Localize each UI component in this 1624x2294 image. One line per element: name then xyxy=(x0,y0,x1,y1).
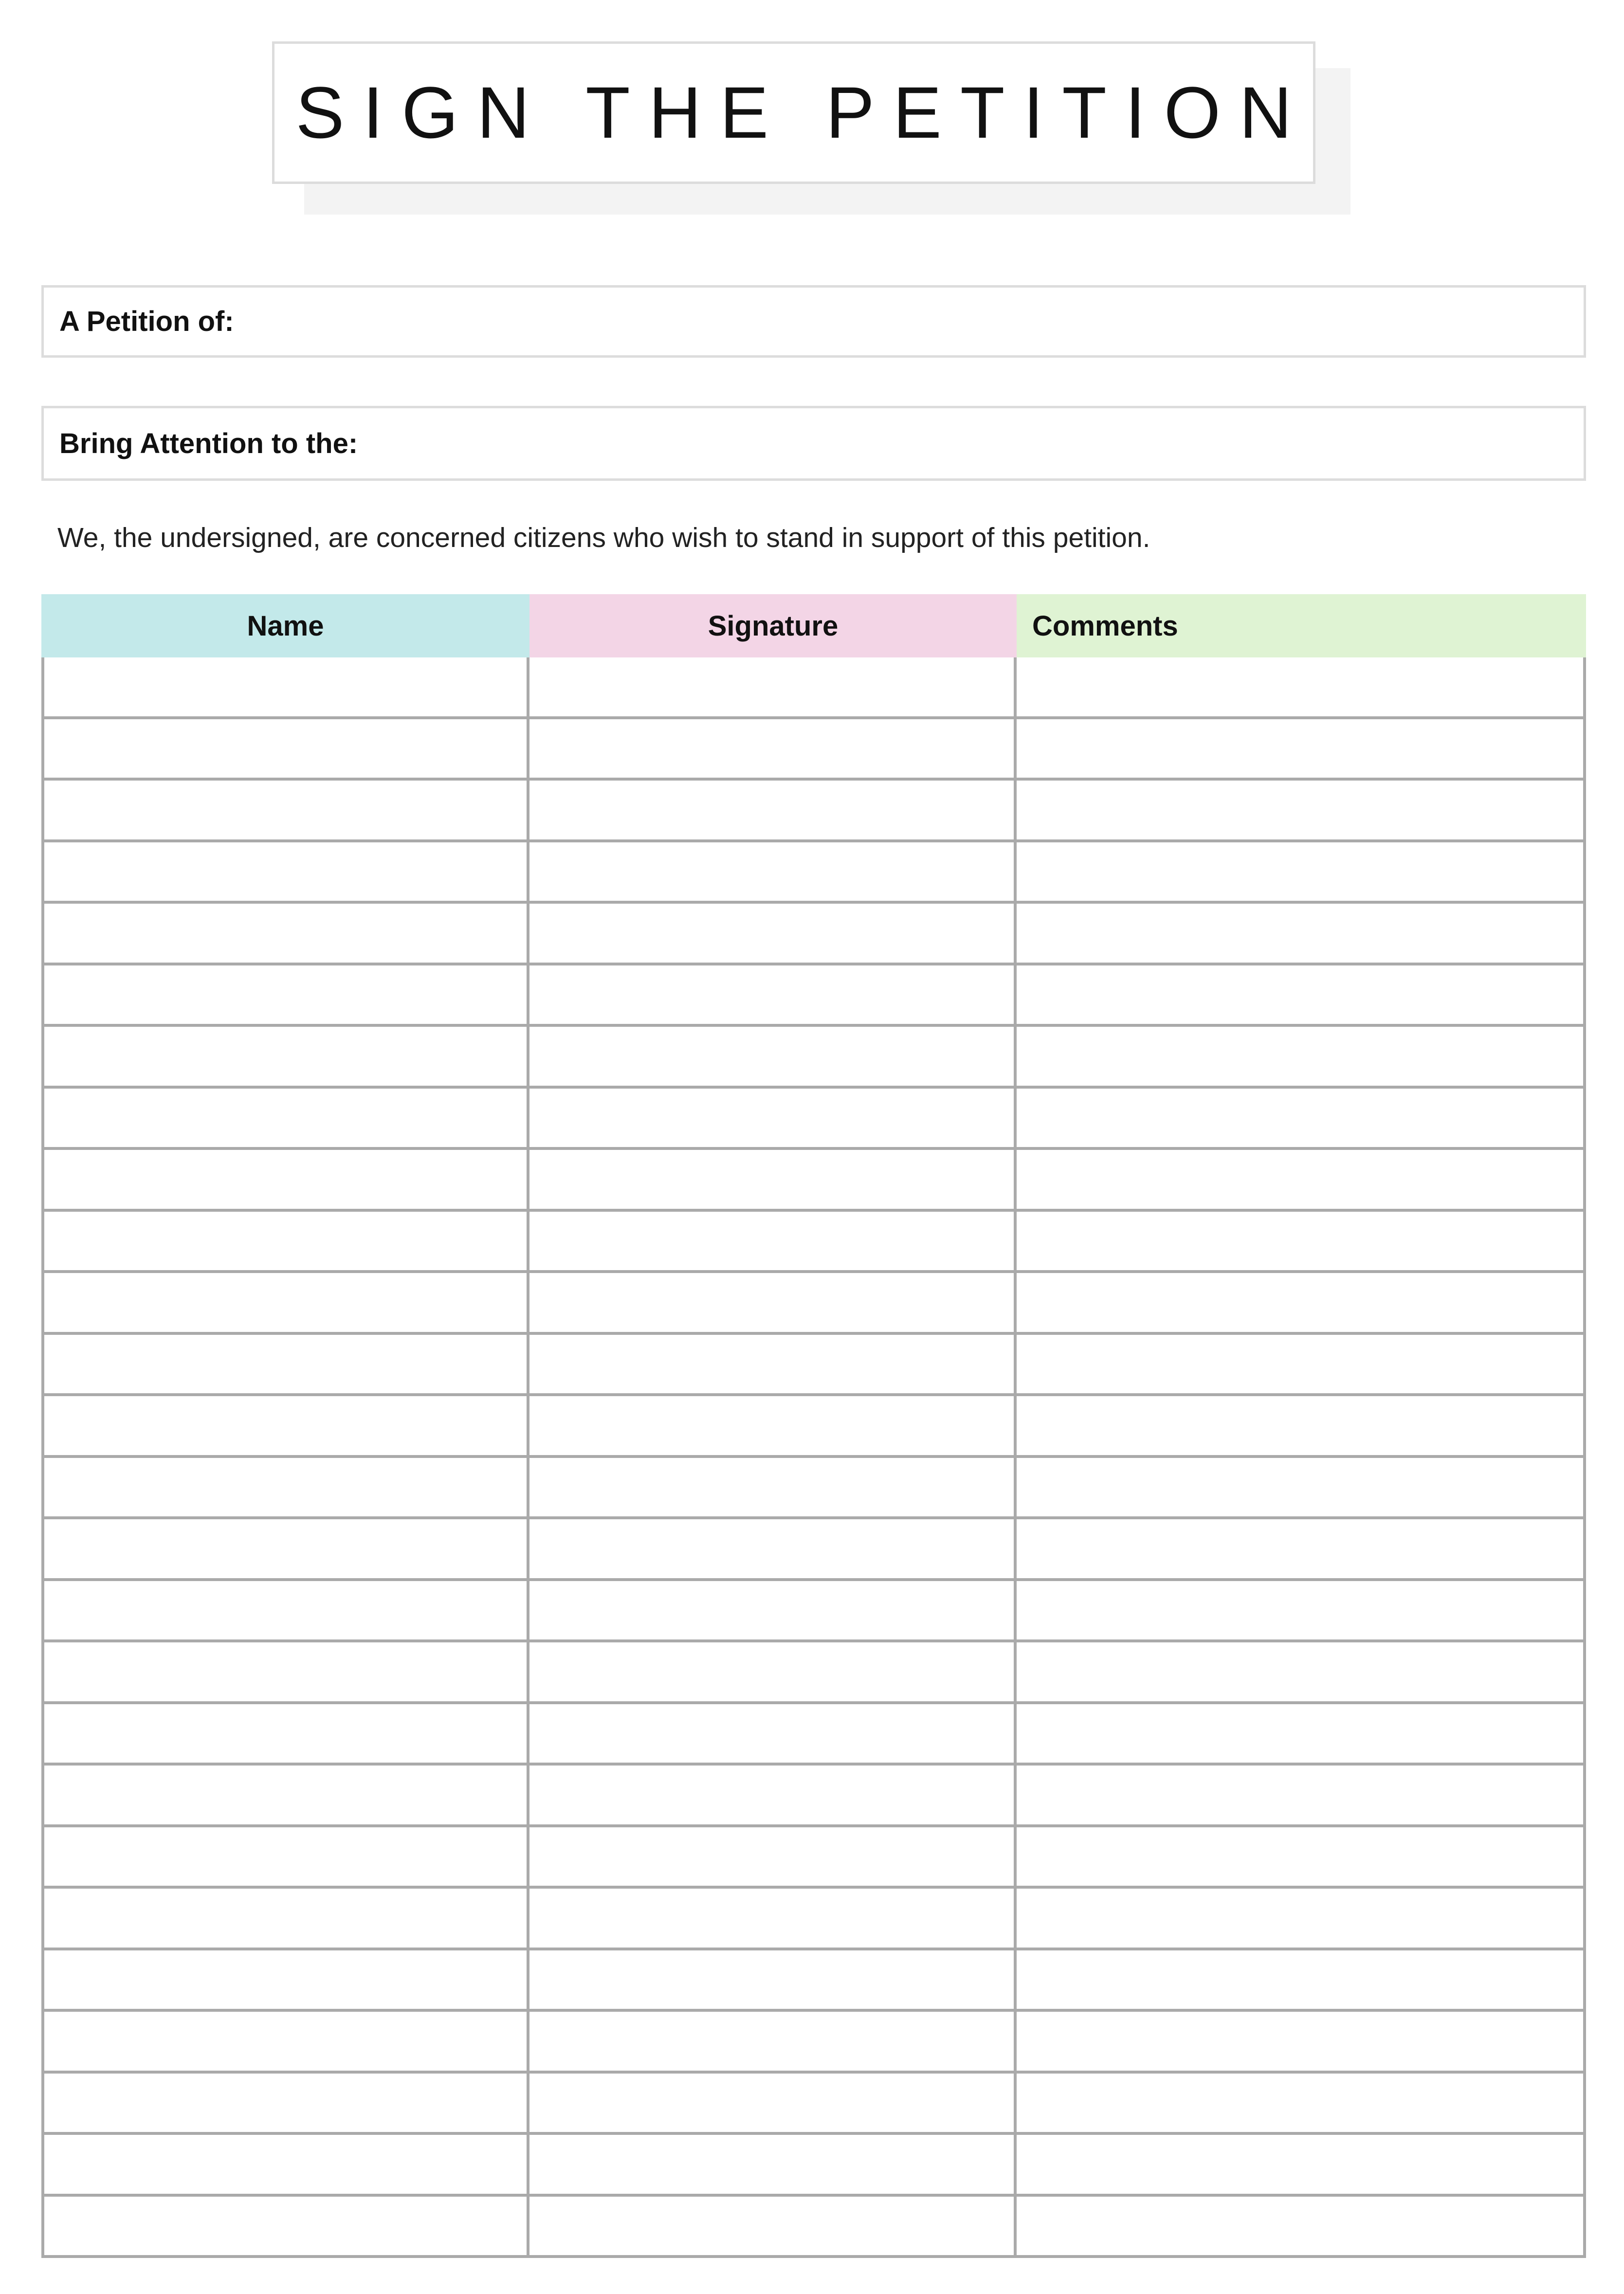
name-cell[interactable] xyxy=(44,781,529,839)
name-cell[interactable] xyxy=(44,1766,529,1824)
name-cell[interactable] xyxy=(44,2074,529,2132)
name-cell[interactable] xyxy=(44,965,529,1024)
intro-text: We, the undersigned, are concerned citizens who wish to stand in support of this petition. xyxy=(57,522,1150,553)
comments-cell[interactable] xyxy=(1017,1458,1583,1517)
name-cell[interactable] xyxy=(44,1950,529,2009)
comments-cell[interactable] xyxy=(1017,1089,1583,1147)
comments-cell[interactable] xyxy=(1017,1581,1583,1640)
signature-cell[interactable] xyxy=(529,1458,1017,1517)
table-row xyxy=(44,1150,1583,1212)
comments-cell[interactable] xyxy=(1017,1150,1583,1209)
comments-cell[interactable] xyxy=(1017,1950,1583,2009)
table-row xyxy=(44,719,1583,781)
table-row xyxy=(44,1273,1583,1335)
comments-cell[interactable] xyxy=(1017,2074,1583,2132)
name-cell[interactable] xyxy=(44,2012,529,2071)
comments-cell[interactable] xyxy=(1017,1273,1583,1332)
signature-cell[interactable] xyxy=(529,1027,1017,1086)
table-row xyxy=(44,1950,1583,2012)
comments-cell[interactable] xyxy=(1017,1027,1583,1086)
name-cell[interactable] xyxy=(44,1704,529,1763)
signature-cell[interactable] xyxy=(529,1212,1017,1271)
signature-cell[interactable] xyxy=(529,1581,1017,1640)
comments-cell[interactable] xyxy=(1017,904,1583,963)
signature-table xyxy=(41,594,1586,2258)
signature-cell[interactable] xyxy=(529,1889,1017,1948)
name-cell[interactable] xyxy=(44,2197,529,2256)
signature-cell[interactable] xyxy=(529,2012,1017,2071)
signature-cell[interactable] xyxy=(529,2135,1017,2194)
signature-cell[interactable] xyxy=(529,1519,1017,1578)
name-cell[interactable] xyxy=(44,904,529,963)
name-cell[interactable] xyxy=(44,1827,529,1886)
table-row xyxy=(44,2012,1583,2074)
comments-cell[interactable] xyxy=(1017,1704,1583,1763)
signature-cell[interactable] xyxy=(529,1642,1017,1701)
signature-cell[interactable] xyxy=(529,1335,1017,1394)
petition-of-field[interactable] xyxy=(41,285,1586,358)
table-row xyxy=(44,1458,1583,1520)
table-row xyxy=(44,965,1583,1027)
table-header xyxy=(41,594,1586,657)
comments-cell[interactable] xyxy=(1017,2135,1583,2194)
table-row xyxy=(44,904,1583,965)
name-cell[interactable] xyxy=(44,657,529,716)
signature-cell[interactable] xyxy=(529,842,1017,901)
comments-cell[interactable] xyxy=(1017,781,1583,839)
signature-cell[interactable] xyxy=(529,1766,1017,1824)
comments-cell[interactable] xyxy=(1017,2197,1583,2256)
comments-cell[interactable] xyxy=(1017,1766,1583,1824)
table-row xyxy=(44,781,1583,842)
signature-cell[interactable] xyxy=(529,965,1017,1024)
name-cell[interactable] xyxy=(44,1089,529,1147)
name-cell[interactable] xyxy=(44,1150,529,1209)
comments-cell[interactable] xyxy=(1017,1212,1583,1271)
name-cell[interactable] xyxy=(44,842,529,901)
name-cell[interactable] xyxy=(44,719,529,778)
table-row xyxy=(44,1581,1583,1643)
petition-of-label: A Petition of: xyxy=(59,306,234,337)
attention-to-field[interactable] xyxy=(41,406,1586,481)
name-cell[interactable] xyxy=(44,1642,529,1701)
comments-cell[interactable] xyxy=(1017,1519,1583,1578)
signature-cell[interactable] xyxy=(529,1827,1017,1886)
table-row xyxy=(44,1089,1583,1150)
signature-cell[interactable] xyxy=(529,1704,1017,1763)
name-cell[interactable] xyxy=(44,1335,529,1394)
table-row xyxy=(44,842,1583,904)
comments-cell[interactable] xyxy=(1017,1889,1583,1948)
table-row xyxy=(44,1827,1583,1889)
name-cell[interactable] xyxy=(44,1212,529,1271)
comments-cell[interactable] xyxy=(1017,2012,1583,2071)
comments-cell[interactable] xyxy=(1017,965,1583,1024)
signature-cell[interactable] xyxy=(529,2197,1017,2256)
comments-cell[interactable] xyxy=(1017,1396,1583,1455)
table-row xyxy=(44,1704,1583,1766)
name-cell[interactable] xyxy=(44,1581,529,1640)
table-row xyxy=(44,1027,1583,1089)
table-row xyxy=(44,1889,1583,1950)
name-cell[interactable] xyxy=(44,2135,529,2194)
signature-cell[interactable] xyxy=(529,1950,1017,2009)
name-cell[interactable] xyxy=(44,1519,529,1578)
table-row xyxy=(44,1642,1583,1704)
name-cell[interactable] xyxy=(44,1273,529,1332)
table-row xyxy=(44,1335,1583,1397)
name-cell[interactable] xyxy=(44,1027,529,1086)
signature-cell[interactable] xyxy=(529,1150,1017,1209)
table-row xyxy=(44,2197,1583,2258)
table-row xyxy=(44,2074,1583,2135)
signature-cell[interactable] xyxy=(529,781,1017,839)
table-body xyxy=(41,657,1586,2258)
title-box xyxy=(272,41,1315,184)
signature-cell[interactable] xyxy=(529,719,1017,778)
name-cell[interactable] xyxy=(44,1396,529,1455)
table-row xyxy=(44,2135,1583,2197)
header-name: Name xyxy=(41,594,529,657)
header-signature: Signature xyxy=(529,594,1017,657)
comments-cell[interactable] xyxy=(1017,719,1583,778)
signature-cell[interactable] xyxy=(529,2074,1017,2132)
header-comments: Comments xyxy=(1017,594,1586,657)
signature-cell[interactable] xyxy=(529,657,1017,716)
name-cell[interactable] xyxy=(44,1458,529,1517)
table-row xyxy=(44,1766,1583,1827)
comments-cell[interactable] xyxy=(1017,657,1583,716)
signature-cell[interactable] xyxy=(529,1396,1017,1455)
attention-to-label: Bring Attention to the: xyxy=(59,427,358,459)
page-title: SIGN THE PETITION xyxy=(295,72,1311,153)
table-row xyxy=(44,1519,1583,1581)
signature-cell[interactable] xyxy=(529,1273,1017,1332)
signature-cell[interactable] xyxy=(529,1089,1017,1147)
name-cell[interactable] xyxy=(44,1889,529,1948)
signature-cell[interactable] xyxy=(529,904,1017,963)
table-row xyxy=(44,1212,1583,1274)
table-row xyxy=(44,657,1583,719)
comments-cell[interactable] xyxy=(1017,1642,1583,1701)
comments-cell[interactable] xyxy=(1017,1827,1583,1886)
comments-cell[interactable] xyxy=(1017,842,1583,901)
table-row xyxy=(44,1396,1583,1458)
comments-cell[interactable] xyxy=(1017,1335,1583,1394)
